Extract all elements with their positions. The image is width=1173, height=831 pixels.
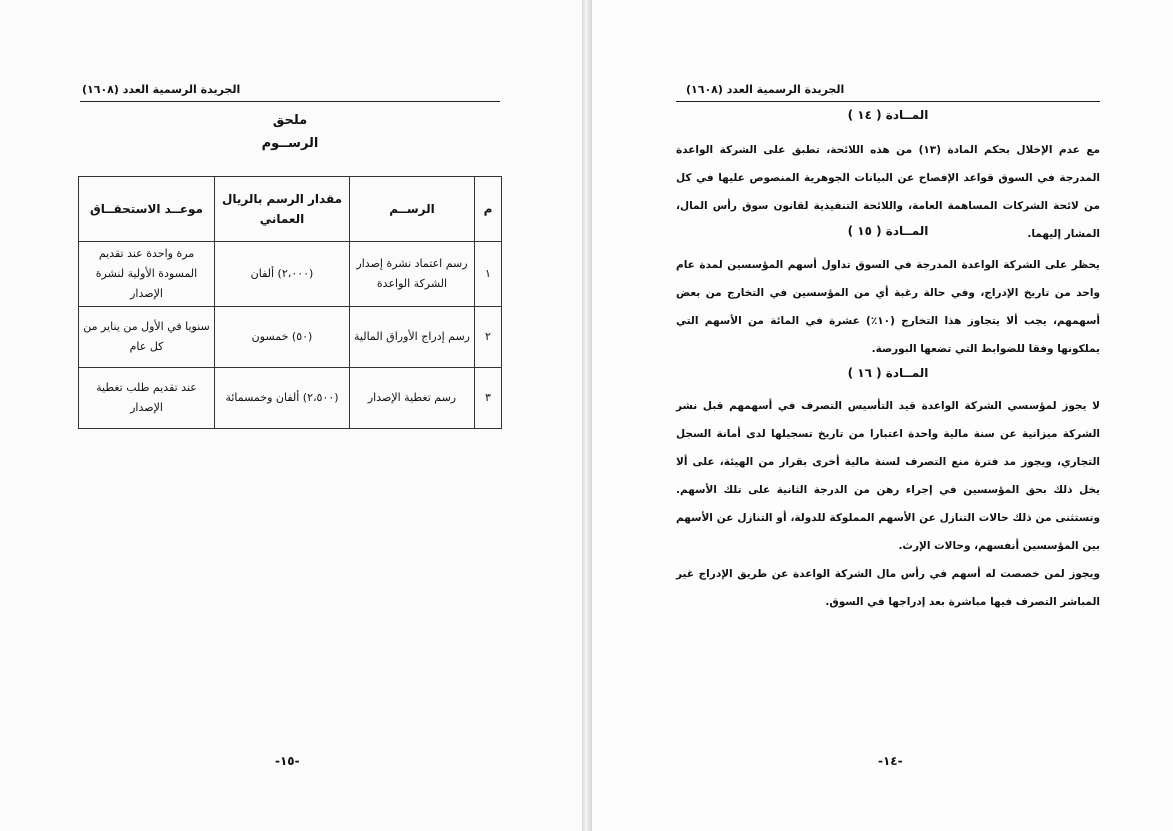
row-amount: (٢،٠٠٠) ألفان (215, 242, 350, 307)
header-fee: الرســم (350, 177, 475, 242)
header-amount: مقدار الرسم بالريال العماني (215, 177, 350, 242)
table-row (79, 307, 502, 368)
article-16-paragraph-1: لا يجوز لمؤسسي الشركة الواعدة قيد التأسيس التصرف في أسهمهم قبل نشر الشركة ميزانية عن سنة مالية واحدة اعتبارا من تاريخ تسجيلها لدى أمانة السجل التجاري، ويجوز مد فترة منع التصرف لسنة مالية أخرى بقرار من الهيئة، على ألا يخل ذلك بحق المؤسسين في إجراء رهن من الدرجة الثانية على تلك الأسهم. وتستثنى من ذلك حالات التنازل عن الأسهم المملوكة للدولة، أو التنازل عن الأسهم بين المؤسسين أنفسهم، وحالات الإرث. (676, 400, 1100, 552)
right-page-number: -١٤- (878, 754, 903, 768)
article-16-heading: المــادة ( ١٦ ) (847, 366, 929, 380)
article-16-paragraph-2: ويجوز لمن خصصت له أسهم في رأس مال الشركة الواعدة عن طريق الإدراج غير المباشر التصرف فيها مباشرة بعد إدراجها في السوق. (676, 568, 1100, 608)
right-header-rule (676, 101, 1100, 102)
row-number: ١ (475, 242, 502, 307)
annex-title: ملحق (272, 113, 308, 128)
left-page (0, 0, 582, 831)
row-fee: رسم تغطية الإصدار (350, 368, 475, 429)
right-running-head: الجريدة الرسمية العدد (١٦٠٨) (686, 83, 845, 96)
row-due: عند تقديم طلب تغطية الإصدار (79, 368, 215, 429)
left-header-rule (80, 101, 500, 102)
row-number: ٣ (475, 368, 502, 429)
row-amount: (٥٠) خمسون (215, 307, 350, 368)
header-due-date: موعــد الاستحقــاق (79, 177, 215, 242)
fees-table-header-row (79, 177, 502, 242)
article-15-heading: المــادة ( ١٥ ) (847, 224, 929, 238)
left-page-number: -١٥- (275, 754, 300, 768)
row-number: ٢ (475, 307, 502, 368)
article-15-body (676, 251, 1100, 363)
article-14-paragraph: مع عدم الإخلال بحكم المادة (١٣) من هذه اللائحة، تطبق على الشركة الواعدة المدرجة في السوق قواعد الإفصاح عن البيانات الجوهرية المنصوص عليها في كل من لائحة الشركات المساهمة العامة، واللائحة التنفيذية لقانون سوق رأس المال، المشار إليهما. (676, 144, 1100, 240)
table-row (79, 242, 502, 307)
row-due: مرة واحدة عند تقديم المسودة الأولية لنشرة الإصدار (79, 242, 215, 307)
left-running-head: الجريدة الرسمية العدد (١٦٠٨) (82, 83, 241, 96)
article-14-heading: المــادة ( ١٤ ) (847, 108, 929, 122)
row-fee: رسم إدراج الأوراق المالية (350, 307, 475, 368)
book-gutter (582, 0, 592, 831)
annex-subtitle: الرســوم (261, 136, 319, 151)
article-16-body (676, 392, 1100, 616)
row-due: سنويا في الأول من يناير من كل عام (79, 307, 215, 368)
row-fee: رسم اعتماد نشرة إصدار الشركة الواعدة (350, 242, 475, 307)
header-number: م (475, 177, 502, 242)
fees-table (78, 176, 502, 429)
article-15-paragraph: يحظر على الشركة الواعدة المدرجة في السوق تداول أسهم المؤسسين لمدة عام واحد من تاريخ الإدراج، وفي حالة رغبة أي من المؤسسين في التخارج من بعض أسهمهم، يجب ألا يتجاوز هذا التخارج (١٠٪) عشرة في المائة من الأسهم التي يملكونها وفقا للضوابط التي تضعها البورصة. (676, 259, 1101, 355)
table-row (79, 368, 502, 429)
row-amount: (٢،٥٠٠) ألفان وخمسمائة (215, 368, 350, 429)
